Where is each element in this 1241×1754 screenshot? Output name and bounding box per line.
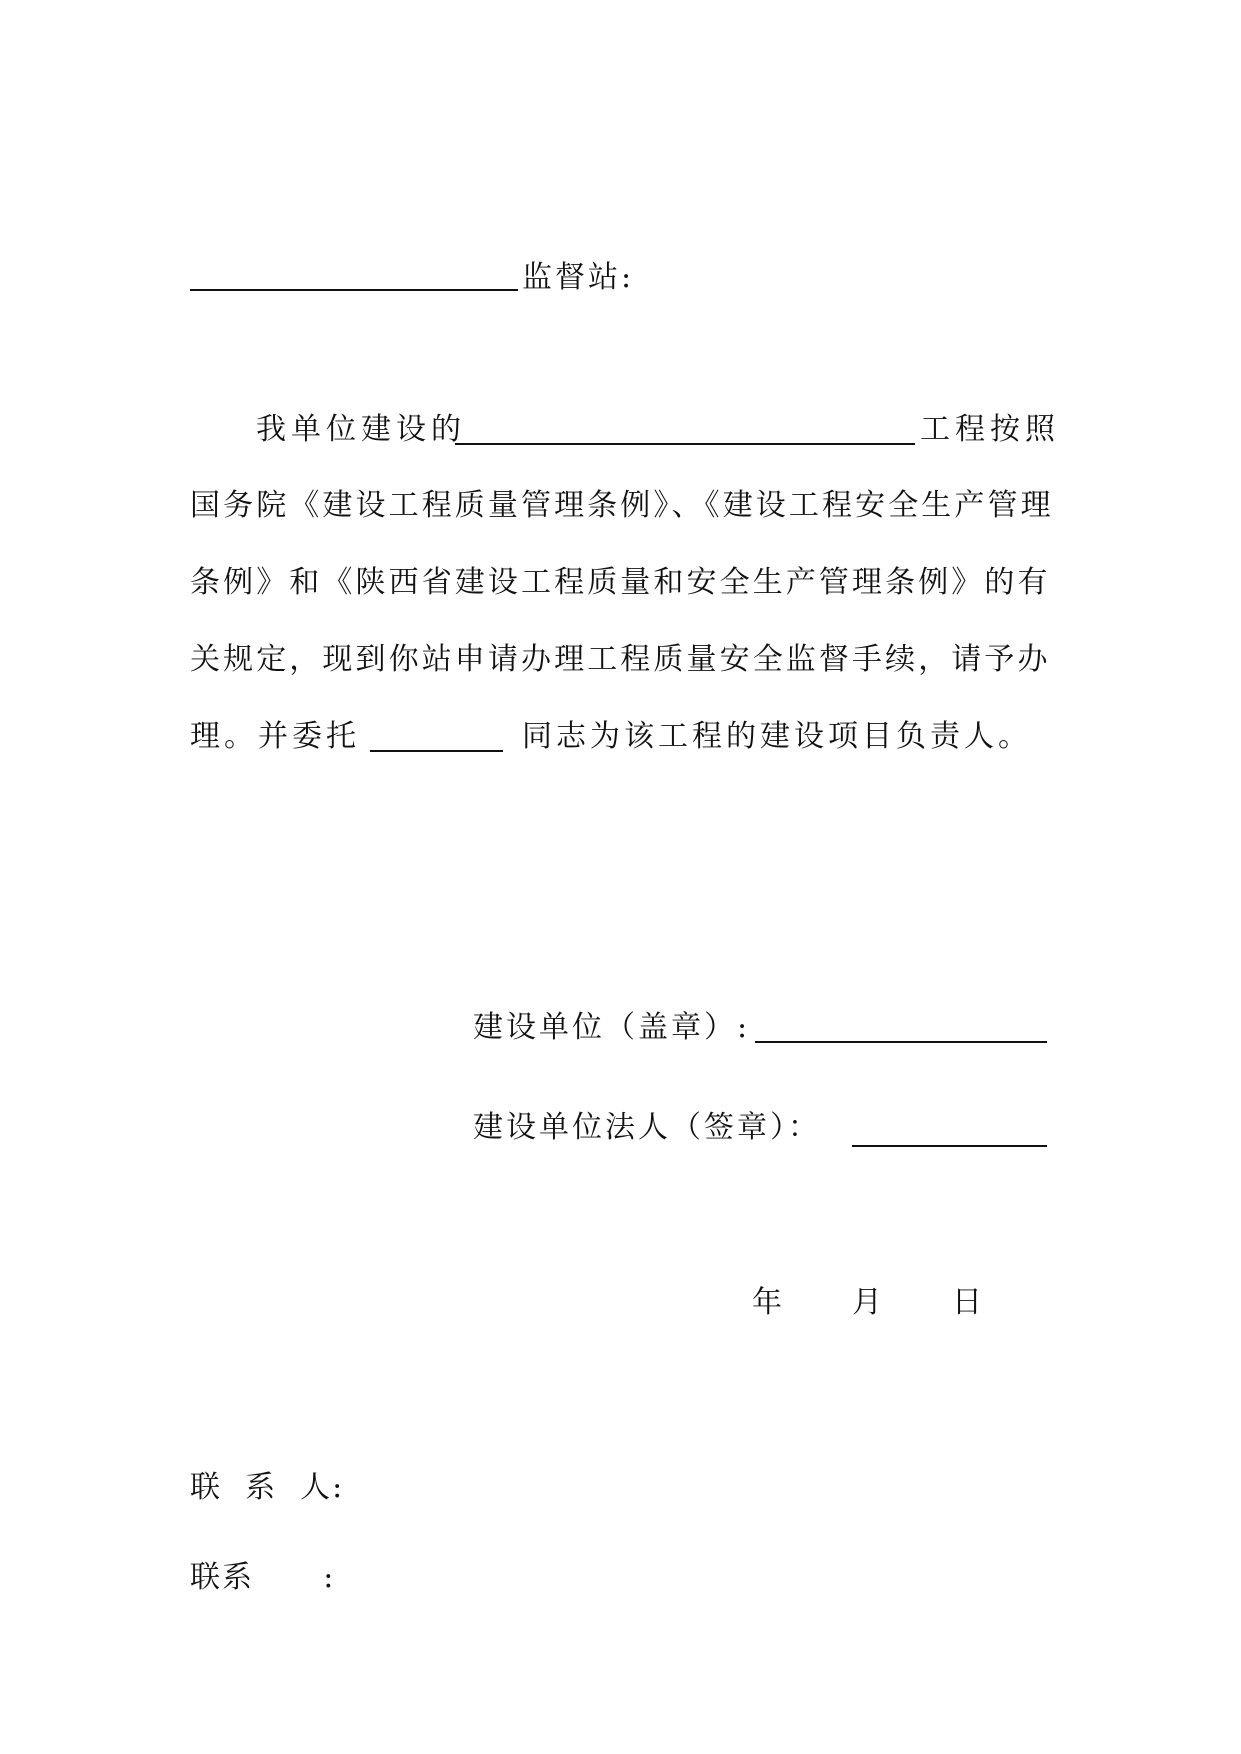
contact-phone-label: 联系 : <box>190 1560 336 1595</box>
unit-seal-blank[interactable] <box>755 1041 1047 1043</box>
contact-person-label: 联 系 人: <box>190 1470 345 1505</box>
date-month: 月 <box>852 1285 885 1320</box>
addressee-suffix: 监督站: <box>522 260 635 295</box>
body-line-1-end: 工程按照 <box>920 412 1060 447</box>
legal-person-blank[interactable] <box>852 1145 1047 1147</box>
body-line-5-end: 同志为该工程的建设项目负责人。 <box>522 719 1032 754</box>
project-name-blank[interactable] <box>455 443 915 445</box>
body-line-5-start: 理。并委托 <box>190 719 360 754</box>
unit-seal-label: 建设单位（盖章）: <box>473 1010 751 1045</box>
body-line-3: 条例》和《陕西省建设工程质量和安全生产管理条例》的有 <box>190 565 1051 600</box>
body-line-1-start: 我单位建设的 <box>256 412 466 447</box>
responsible-person-blank[interactable] <box>370 750 503 752</box>
body-line-2: 国务院《建设工程质量管理条例》、《建设工程安全生产管理 <box>190 488 1054 523</box>
legal-person-label: 建设单位法人（签章）： <box>473 1110 821 1145</box>
date-year: 年 <box>752 1285 785 1320</box>
body-line-4: 关规定，现到你站申请办理工程质量安全监督手续，请予办 <box>190 642 1051 677</box>
date-day: 日 <box>952 1285 985 1320</box>
addressee-blank[interactable] <box>190 289 518 291</box>
